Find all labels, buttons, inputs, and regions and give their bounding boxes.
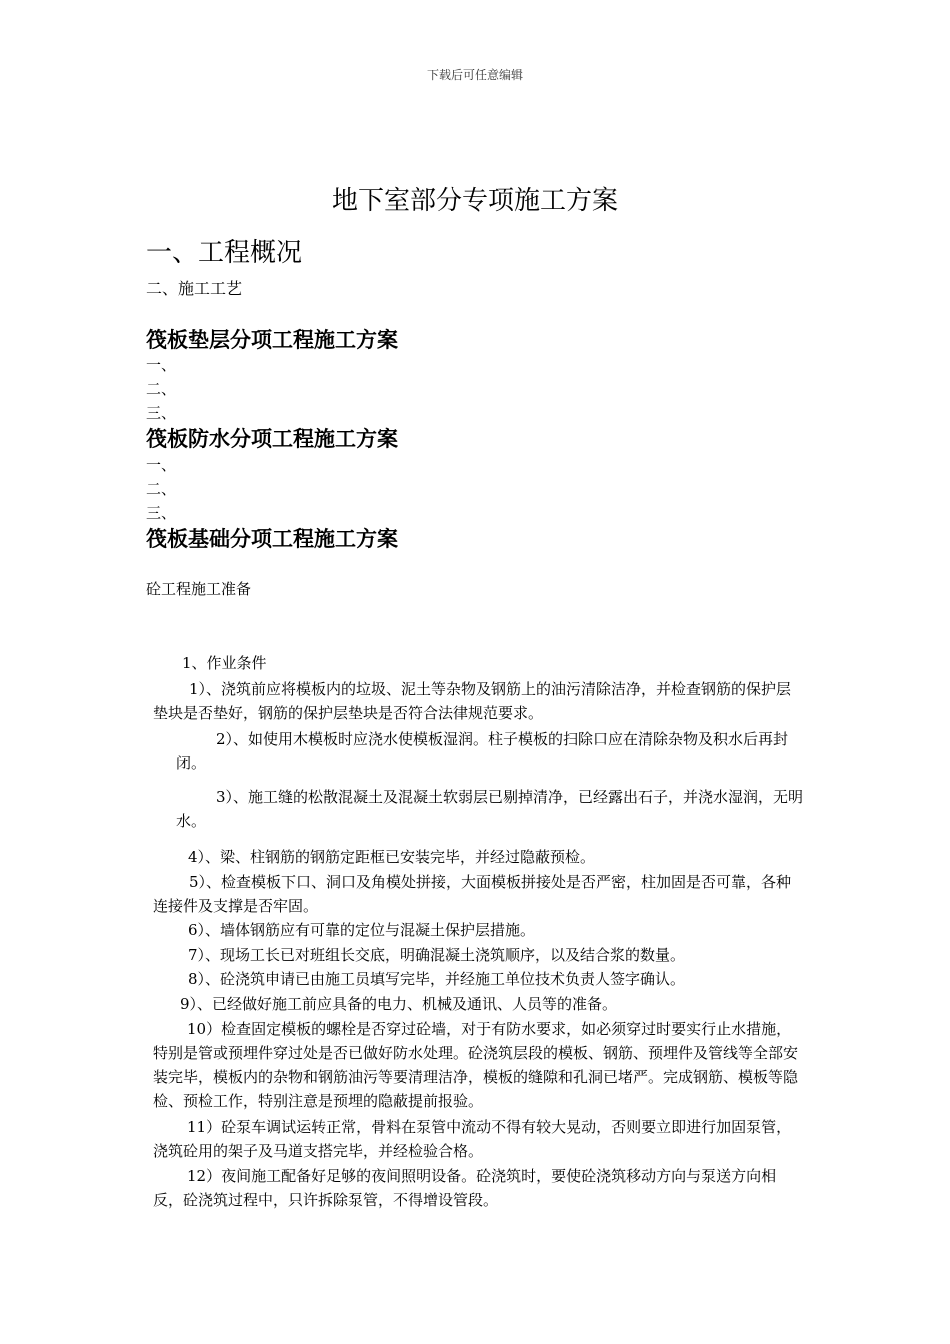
header-note: 下载后可任意编辑	[426, 68, 523, 82]
paragraph-6: 6）、墙体钢筋应有可靠的定位与混凝土保护层措施。	[188, 921, 536, 939]
section-heading-process: 二、施工工艺	[146, 279, 243, 298]
paragraph-12: 12）夜间施工配备好足够的夜间照明设备。砼浇筑时，要使砼浇筑移动方向与泵送方向相反，砼浇筑过程中，只许拆除泵管，不得增设管段。	[153, 1167, 777, 1209]
paragraph-9: 9）、已经做好施工前应具备的电力、机械及通讯、人员等的准备。	[180, 995, 618, 1013]
paragraph-4: 4）、梁、柱钢筋的钢筋定距框已安装完毕，并经过隐蔽预检。	[188, 848, 596, 866]
paragraph-1: 1）、浇筑前应将模板内的垃圾、泥土等杂物及钢筋上的油污清除洁净，并检查钢筋的保护层垫块是否垫好，钢筋的保护层垫块是否符合法律规范要求。	[153, 680, 792, 722]
paragraph-5: 5）、检查模板下口、洞口及角模处拼接，大面模板拼接处是否严密，柱加固是否可靠，各种连接件及支撑是否牢固。	[153, 873, 792, 915]
document-title: 地下室部分专项施工方案	[331, 186, 618, 216]
section-heading-overview: 一、工程概况	[146, 238, 303, 268]
part-title-cushion: 筏板垫层分项工程施工方案	[146, 328, 398, 352]
part-title-foundation: 筏板基础分项工程施工方案	[146, 527, 398, 551]
paragraph-7: 7）、现场工长已对班组长交底，明确混凝土浇筑顺序，以及结合浆的数量。	[188, 946, 686, 964]
part-title-waterproof: 筏板防水分项工程施工方案	[146, 427, 398, 451]
list-item: 一、	[146, 356, 177, 374]
paragraph-8: 8）、砼浇筑申请已由施工员填写完毕，并经施工单位技术负责人签字确认。	[188, 970, 686, 988]
paragraph-11: 11）砼泵车调试运转正常，骨料在泵管中流动不得有较大晃动，否则要立即进行加固泵管，浇筑砼用的架子及马道支搭完毕，并经检验合格。	[153, 1118, 792, 1160]
subsection-heading-preparation: 砼工程施工准备	[146, 580, 252, 598]
list-item: 二、	[146, 380, 177, 398]
paragraph-2: 2）、如使用木模板时应浇水使模板湿润。柱子模板的扫除口应在清除杂物及积水后再封闭。	[176, 730, 789, 772]
list-item: 二、	[146, 480, 177, 498]
list-item: 三、	[146, 404, 177, 422]
paragraph-10: 10）检查固定模板的螺栓是否穿过砼墙，对于有防水要求，如必须穿过时要实行止水措施，特别是管或预埋件穿过处是否已做好防水处理。砼浇筑层段的模板、钢筋、预埋件及管线等全部安装完毕，模板内的杂物和钢筋油污等要清理洁净，模板的缝隙和孔洞已堵严。完成钢筋、模板等隐检、预检工作，特别注意是预埋的隐蔽提前报验。	[153, 1020, 799, 1110]
list-item: 一、	[146, 456, 177, 474]
paragraph-3: 3）、施工缝的松散混凝土及混凝土软弱层已剔掉清净，已经露出石子，并浇水湿润，无明水。	[176, 788, 804, 830]
conditions-heading: 1、作业条件	[182, 654, 267, 672]
list-item: 三、	[146, 504, 177, 522]
